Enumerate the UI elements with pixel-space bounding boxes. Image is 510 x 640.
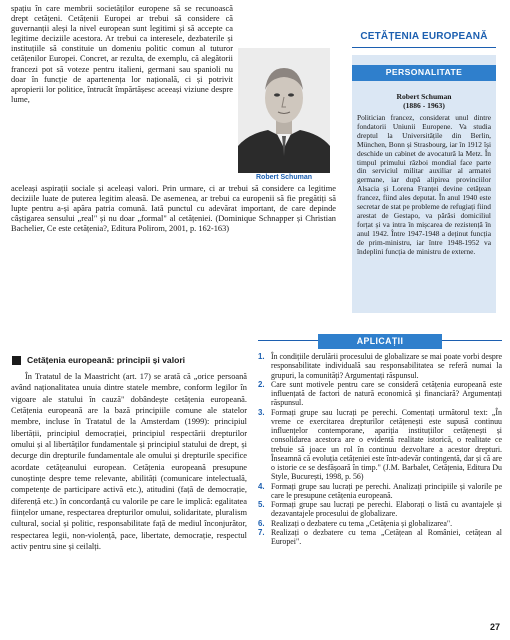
section-marker-square-icon	[12, 356, 21, 365]
application-item	[258, 380, 502, 408]
application-item	[258, 482, 502, 501]
person-biography: Politician francez, considerat unul dintre fondatorii Uniunii Europene. Va studia dreptul la Universitățile din Berlin, München, Bonn și Strasbourg, iar în 1912 își deschide un cabinet de avocatură la Metz. În timpul primului război mondial face parte din serviciul militar auxiliar al armatei germane, iar după alipirea provinciilor Alsacia și Lorena Franței devine cetățean francez, fiind ales deputat. În anul 1940 este secretar de stat pe probleme de refugiați fiind arestat de Gestapo, va părăsi domiciliul forțat și va intra în mișcarea de rezistență în anul 1942. Între 1947-1948 a deținut funcția de prim-ministru, iar între 1948-1952 va îndeplini funcția de ministru de externe.	[357, 113, 491, 256]
application-item	[258, 408, 502, 482]
section-title-rule	[352, 47, 496, 48]
applications-list	[258, 352, 502, 546]
item-text: Care sunt motivele pentru care se consideră cetățenia europeană este influențată de factori de natură economică și financiară? Argumentați răspunsul.	[271, 379, 502, 408]
item-number: 6.	[258, 518, 265, 528]
applications-title: APLICAȚII	[356, 336, 404, 346]
item-text: Formați grupe sau lucrați pe perechi. Comentați următorul text: „În vreme ce exercitarea drepturilor cetățenești este supusă continuu influențelor contemporane, apariția instituțiilor cetățenești și consolidarea acestora are o evidentă realitate istorică, o realitate ce trebuie să joace un rol în continuu dezvoltare a acestor drepturi. Înseamnă că evoluția cetățeniei este într-adevăr contingentă, dar și că are o istorie ce se desfășoară în timp." (J.M. Barbalet, Cetățenia, Editura Du Style, București, 1998, p. 56)	[271, 407, 502, 482]
person-name: Robert Schuman	[396, 92, 452, 101]
item-number: 1.	[258, 352, 265, 361]
quote-paragraph: aceleași aspirații sociale și aceleași valori. Prin urmare, ci ar trebui să considere ca legitime deciziile luate de puterea legitim aleasă. De asemenea, ar trebui ca europenii să fie pregătiți să lupte pentru a-și apăra patria comună. Iată punctul cu adevărat important, de care depinde câștigarea sensului „real" și nu doar „formal" al cetățeniei. (Dominique Schnapper și Christian Bachelier, Ce este cetățenia?, Editura Polirom, 2001, p. 162-163)	[11, 184, 336, 234]
item-text: Formați grupe sau lucrați pe perechi. Analizați principiile și valorile pe care le presupune cetățenia europeană.	[271, 481, 502, 500]
section-heading: Cetățenia europeană: principii și valori	[27, 355, 186, 365]
page-number: 27	[489, 622, 500, 632]
section-title: CETĂȚENIA EUROPEANĂ	[360, 31, 488, 42]
personality-title: PERSONALITATE	[385, 67, 463, 77]
item-number: 4.	[258, 481, 265, 491]
application-item	[258, 352, 502, 380]
application-item	[258, 500, 502, 519]
item-text: Realizați o dezbatere cu tema „Cetățean al României, cetățean al Europei".	[271, 527, 502, 546]
item-text: Realizați o dezbatere cu tema „Cetățenia și globalizarea".	[271, 518, 453, 528]
item-number: 5.	[258, 500, 265, 509]
photo-caption: Robert Schuman	[255, 174, 312, 181]
application-item	[258, 528, 502, 547]
item-number: 2.	[258, 379, 265, 389]
intro-paragraph: spațiu în care membrii societăților europene să se recunoască drept cetățeni. Cetățenii Europei ar trebui să considere că guvernanții aleși la nivel european sunt legitimi și să accepte ca legitime deciziile acestora. Ar trebui ca interesele, dezbaterile și instituțiile să constituie un domeniu politic comun al tuturor cetățenilor Europei. Concret, ar rezulta, de exemplu, că alegătorii francezi pot să voteze pentru italieni, germani sau spanioli nu doar în funcție de apartenența lor națională, ci și potrivit apropierii lor politice, întrucât împărtășesc aceeași viziune despre lume,	[11, 4, 233, 104]
robert-schuman-portrait	[238, 48, 330, 173]
item-text: Formați grupe sau lucrați pe perechi. Elaborați o listă cu avantajele și dezavantajele procesului de globalizare.	[271, 500, 502, 519]
item-number: 3.	[258, 407, 265, 417]
item-text: În condițiile derulării procesului de globalizare se mai poate vorbi despre responsabilitate individuală sau responsabilitatea se referă numai la grupuri, la comunități? Argumentați răspunsul.	[271, 352, 502, 380]
section-body: În Tratatul de la Maastricht (art. 17) se arată că „orice persoană având naționalitatea unuia dintre statele membre, conform legilor în vigoare ale statului în cauză" dobândește cetățenia europeană. Cetățenia europeană are la bază principiile comune ale statelor membre, incluse în Tratatul de la Amsterdam (1999): principiul libertății, principiul democrației, principiul respectării drepturilor omului și al libertăților fundamentale și principiul statului de drept, și decurge din drepturile fundamentale ale omului și drepturile specifice acordate cetățeanului european. Cetățenia europeană presupune cunoștințe despre teme relevante, abilități (comunicare intelectuală, competențe de participare activă etc.), atitudini (față de democrație, diferență etc.) în concordanță cu valorile pe care le implică: egalitatea ființelor umane, respectarea drepturilor omului, solidaritate, pluralism cultural, social și politic, responsabilitate față de mediul înconjurător, respectarea legii, non-violență, pace, libertate, democrație, respectul activ pentru sine și ceilalți.	[11, 372, 247, 552]
item-number: 7.	[258, 527, 265, 537]
person-years: (1886 - 1963)	[403, 101, 445, 110]
application-item	[258, 519, 502, 528]
